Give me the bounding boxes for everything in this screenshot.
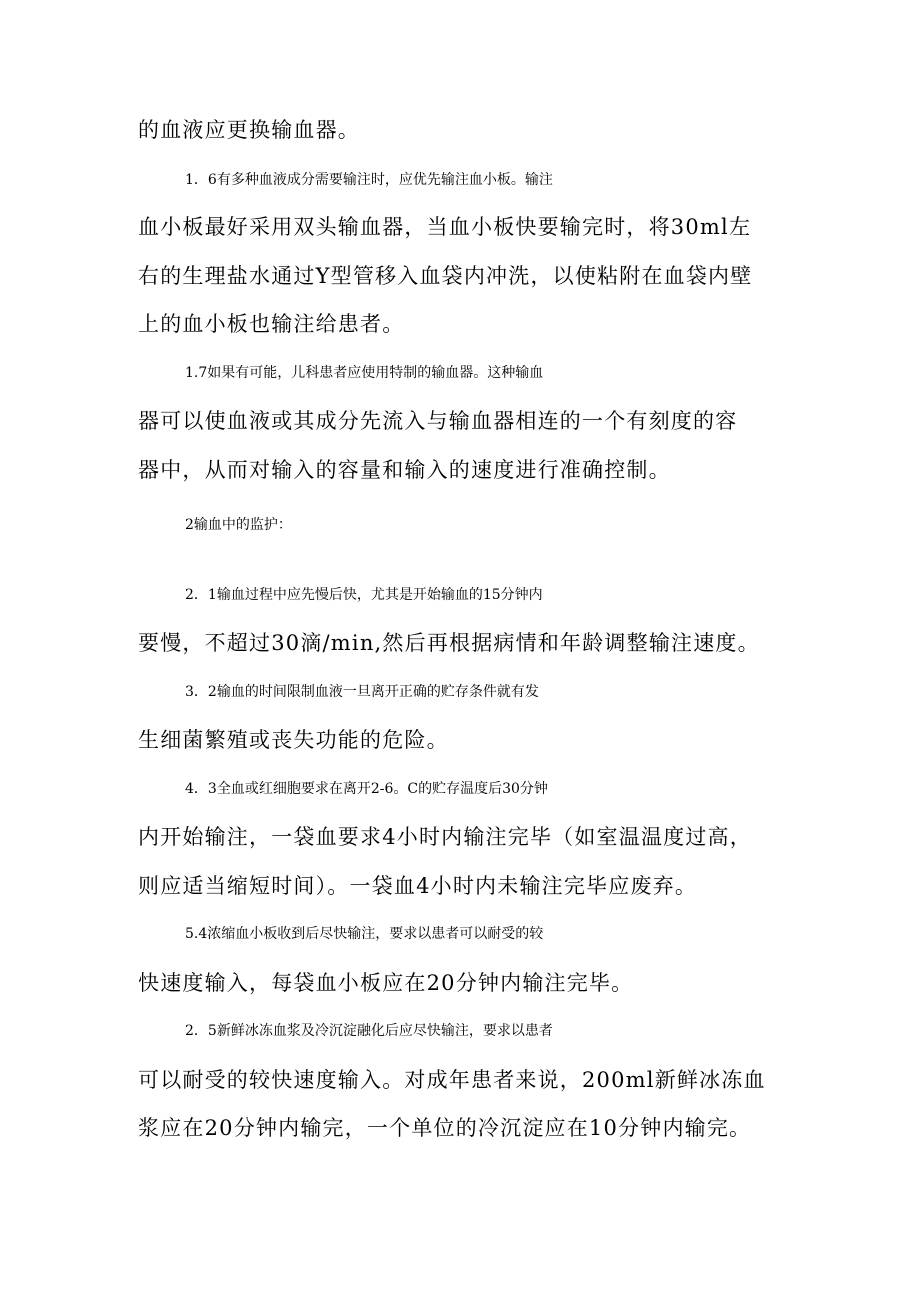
text-line: 2．1输血过程中应先慢后快，尤其是开始输血的15分钟内 xyxy=(185,587,543,603)
text-line: 浆应在20分钟内输完，一个单位的冷沉淀应在10分钟内输完。 xyxy=(138,1116,752,1140)
text-line: 生细菌繁殖或丧失功能的危险。 xyxy=(138,728,449,752)
text-line: 3．2输血的时间限制血液一旦离开正确的贮存条件就有发 xyxy=(185,684,539,700)
section-heading: 2输血中的监护： xyxy=(185,517,292,533)
text-line: 器中，从而对输入的容量和输入的速度进行准确控制。 xyxy=(138,458,671,482)
text-line: 器可以使血液或其成分先流入与输血器相连的一个有刻度的容 xyxy=(138,409,738,433)
text-line: 可以耐受的较快速度输入。对成年患者来说，200ml新鲜冰冻血 xyxy=(138,1068,766,1092)
text-line: 血小板最好采用双头输血器，当血小板快要输完时，将30ml左 xyxy=(138,215,752,239)
text-line: 内开始输注，一袋血要求4小时内输注完毕（如室温温度过高， xyxy=(138,825,752,849)
text-line: 右的生理盐水通过Y型管移入血袋内冲洗，以使粘附在血袋内壁 xyxy=(138,264,753,288)
text-line: 的血液应更换输血器。 xyxy=(138,118,360,142)
text-line: 1．6有多种血液成分需要输注时，应优先输注血小板。输注 xyxy=(185,172,553,188)
text-line: 快速度输入，每袋血小板应在20分钟内输注完毕。 xyxy=(138,971,634,995)
text-line: 2．5新鲜冰冻血浆及冷沉淀融化后应尽快输注，要求以患者 xyxy=(185,1023,553,1039)
text-line: 5.4浓缩血小板收到后尽快输注，要求以患者可以耐受的较 xyxy=(185,926,544,942)
text-line: 则应适当缩短时间）。一袋血4小时内未输注完毕应废弃。 xyxy=(138,874,698,898)
text-line: 1.7如果有可能，儿科患者应使用特制的输血器。这种输血 xyxy=(185,365,544,381)
text-line: 上的血小板也输注给患者。 xyxy=(138,312,405,336)
text-line: 4．3全血或红细胞要求在离开2-6。C的贮存温度后30分钟 xyxy=(185,781,548,797)
text-line: 要慢，不超过30滴/min,然后再根据病情和年龄调整输注速度。 xyxy=(138,631,760,655)
